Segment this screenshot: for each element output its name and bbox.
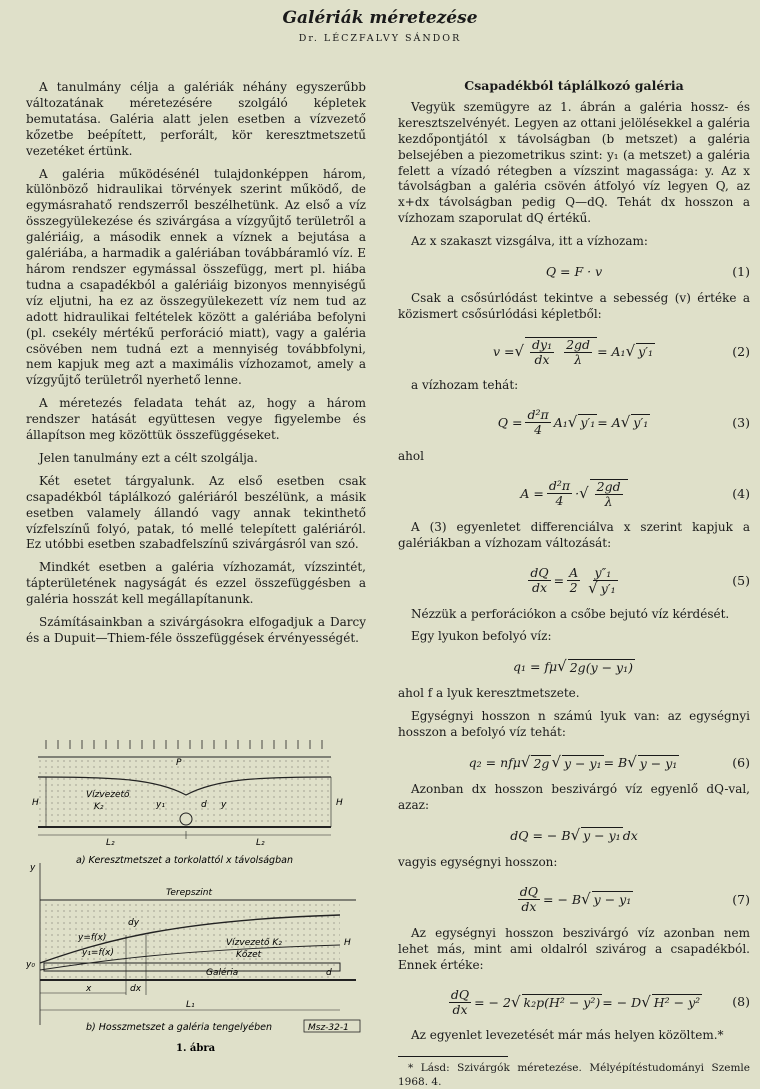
equation-dq: dQ = − B √ y − y₁ dx [510, 825, 638, 844]
author-name: Dr. LÉCZFALVY SÁNDOR [298, 33, 462, 44]
label-y-axis: y [30, 863, 36, 873]
equation-7: $\frac{dQ}{dx}$ = − B √ y − y₁ (7) [519, 884, 750, 915]
paragraph: A méretezés feladata tehát az, hogy a három rendszer hatását együttesen vegye figyelembe és állapítson meg közöttük összefüggéseket. [26, 396, 366, 443]
label-dx: dx [130, 984, 142, 994]
label-k2-a: K₂ [94, 802, 104, 812]
figure-number: 1. ábra [176, 1043, 216, 1054]
equation-q1: q₁ = fμ √ 2g(y − y₁) [512, 657, 633, 676]
label-p: P [176, 758, 182, 768]
label-y: y [221, 800, 227, 810]
equation-6: q₂ = nfμ √ 2g √ y − y₁ = B √ y − y₁ (6) [468, 753, 750, 772]
right-column [398, 78, 750, 1089]
left-column [26, 80, 366, 654]
paragraph: Az x szakaszt vizsgálva, itt a vízhozam: [411, 234, 648, 249]
paragraph: vagyis egységnyi hosszon: [398, 854, 558, 869]
label-y1: y₁ [156, 800, 165, 810]
paragraph: Az egységnyi hosszon beszivárgó víz azonban nem lehet más, mint ami oldalról szivárog a csapadékból. Ennek értéke: [398, 925, 750, 972]
gallery-circle [180, 813, 192, 825]
paragraph: A (3) egyenletet differenciálva x szerint kapjuk a galériákban a vízhozam változását: [398, 519, 750, 550]
paragraph: Vegyük szemügyre az 1. ábrán a galéria hossz- és keresztszelvényét. Legyen az ottani jelölésekkel a galéria kezdőpontjától x távolságban (b metszet) a galéria belsejében a piezometrikus szint: y₁ (a metszet) a galéria felett a vízadó rétegben a vízszint magassága: y. Az x távolságban a galéria csövén átfolyó víz legyen Q, az x+dx távolságban pedig Q—dQ. Tehát dx hosszon a vízhozam szaporulat dQ értékű. [398, 99, 750, 226]
paragraph: Azonban dx hosszon beszivárgó víz egyenlő dQ-val, azaz: [398, 782, 750, 812]
paragraph: Az egyenlet levezetését már más helyen közöltem.* [411, 1028, 724, 1043]
label-x: x [86, 984, 92, 994]
label-l2-right: L₂ [256, 838, 265, 848]
caption-a: a) Keresztmetszet a torkolattól x távolságban [76, 855, 293, 866]
paragraph: Két esetet tárgyalunk. Az első esetben csak csapadékból táplálkozó galériáról beszélünk, a másik esetben valamely állandó vagy annak tekinthető vízfelszínű folyó, patak, tó mellé telepített galériáról. Ez utóbbi esetben szabadfelszínű szivárgásról van szó. [26, 473, 366, 552]
label-d-b: d [326, 968, 332, 978]
equation-number: (5) [732, 572, 750, 588]
equation-1: Q = F · v (1) [545, 264, 750, 280]
label-kozet: Kőzet [236, 950, 262, 960]
paragraph: Nézzük a perforációkon a csőbe bejutó víz kérdését. [411, 606, 730, 621]
paragraph: Egy lyukon befolyó víz: [411, 629, 552, 644]
equation-number: (4) [732, 485, 750, 501]
paragraph: Csak a csősúrlódást tekintve a sebesség (v) értéke a közismert csősúrlódási képletből: [398, 291, 750, 321]
equation-8: $\frac{dQ}{dx}$ = − 2 √ k₂p(H² − y²) = − D √ H² − y² (8) [450, 986, 750, 1017]
paragraph: A tanulmány célja a galériák néhány egyszerűbb változatának méretezésére szolgáló képletek bemutatása. Galéria alatt jelen esetben a vízvezető kőzetbe beépített, perforált, kör keresztmetszetű vezetéket értünk. [26, 80, 366, 158]
paragraph: Jelen tanulmány ezt a célt szolgálja. [39, 450, 258, 465]
equation-5: $\frac{dQ}{dx}$ = $\frac{A}{2}$ $\frac{\text{y″₁}}{\text{√ y′₁}}$ (5) [530, 564, 750, 597]
label-terepszint: Terepszint [166, 888, 213, 898]
paragraph: A galéria működésénél tulajdonképpen három, különböző hidraulikai törvények szerint működő, de egymásrahatő rendszerről beszélhetünk. Az első a víz összegyülekezése és szivárgása a vízgyűjtő területről a galériáig, a második ennek a víznek a bejutása a galériába, a harmadik a galériában továbbáramló víz. E három rendszer egymással összefügg, mert pl. hiába tudna a csapadékból a galériáig bizonyos mennyiségű víz eljutni, ha ez az összegyülekezett víz nem tud az adott hidraulikai feltételek között a galériába befolyni (pl. csekély mértékű perforáció miatt), vagy a galéria csövében nem tudná ezt a mennyiség továbbfolyni, nem kapjuk meg azt a maximális vízhozamot, amely a vízgyűjtő területről nyerhető lenne. [26, 166, 366, 388]
label-y-eq: y=f(x) [78, 933, 107, 943]
paragraph: Számításainkban a szivárgásokra elfogadjuk a Darcy és a Dupuit—Thiem-féle összefüggések érvényességét. [26, 615, 366, 645]
paragraph: a vízhozam tehát: [411, 377, 519, 392]
label-vizvezeto-b: Vízvezető K₂ [226, 938, 282, 948]
rain-arrows [46, 740, 322, 749]
section-title: Csapadékból táplálkozó galéria [464, 78, 684, 93]
stamp: Msz-32-1 [308, 1023, 349, 1033]
paragraph: Mindkét esetben a galéria vízhozamát, vízszintét, tápterületének nagyságát és ezzel összefüggésben a galéria hosszát kell megállapítanunk. [26, 560, 366, 607]
equation-number: (8) [732, 994, 750, 1010]
footnote: * Lásd: Szivárgók méretezése. Mélyépítéstudományi Szemle 1968. 4. [398, 1062, 750, 1089]
label-vizvezeto-a: Vízvezető [86, 790, 130, 800]
equation-number: (2) [732, 343, 750, 359]
equation-number: (1) [732, 264, 750, 280]
paragraph: ahol [398, 448, 424, 463]
label-y1-eq: y₁=f(x) [82, 948, 114, 958]
label-h-left: H [32, 798, 39, 808]
paragraph: Egységnyi hosszon n számú lyuk van: az egységnyi hosszon a befolyó víz tehát: [398, 709, 750, 740]
label-dy: dy [128, 918, 140, 928]
figure-drawing [26, 735, 366, 1055]
label-h-b: H [344, 938, 351, 948]
equation-3: Q = $\frac{\text{d²π}}{4}$ A₁ √ y′₁ = A √ y′₁ (3) [497, 407, 750, 438]
figure-1 [26, 735, 366, 1055]
equation-number: (3) [732, 414, 750, 430]
label-l1: L₁ [186, 1000, 195, 1010]
footnote-rule [398, 1056, 508, 1057]
equation-2: v = √ $\frac{\text{dy₁}}{dx}$ $\frac{2gd}{\lambda}$ = A₁ √ y′₁ (2) [492, 336, 750, 367]
equation-4: A = $\frac{\text{d²π}}{4}$ · √ $\frac{2gd}{\lambda}$ (4) [520, 478, 750, 509]
equation-number: (7) [732, 891, 750, 907]
label-d: d [201, 800, 207, 810]
caption-b: b) Hosszmetszet a galéria tengelyében [86, 1022, 272, 1033]
paragraph: ahol f a lyuk keresztmetszete. [398, 686, 580, 701]
label-y0: y₀ [26, 960, 35, 970]
equation-number: (6) [732, 755, 750, 771]
label-l2-left: L₂ [106, 838, 115, 848]
label-h-right: H [336, 798, 343, 808]
article-title: Galériák méretezése [282, 8, 478, 28]
label-galeria: Galéria [206, 968, 239, 978]
